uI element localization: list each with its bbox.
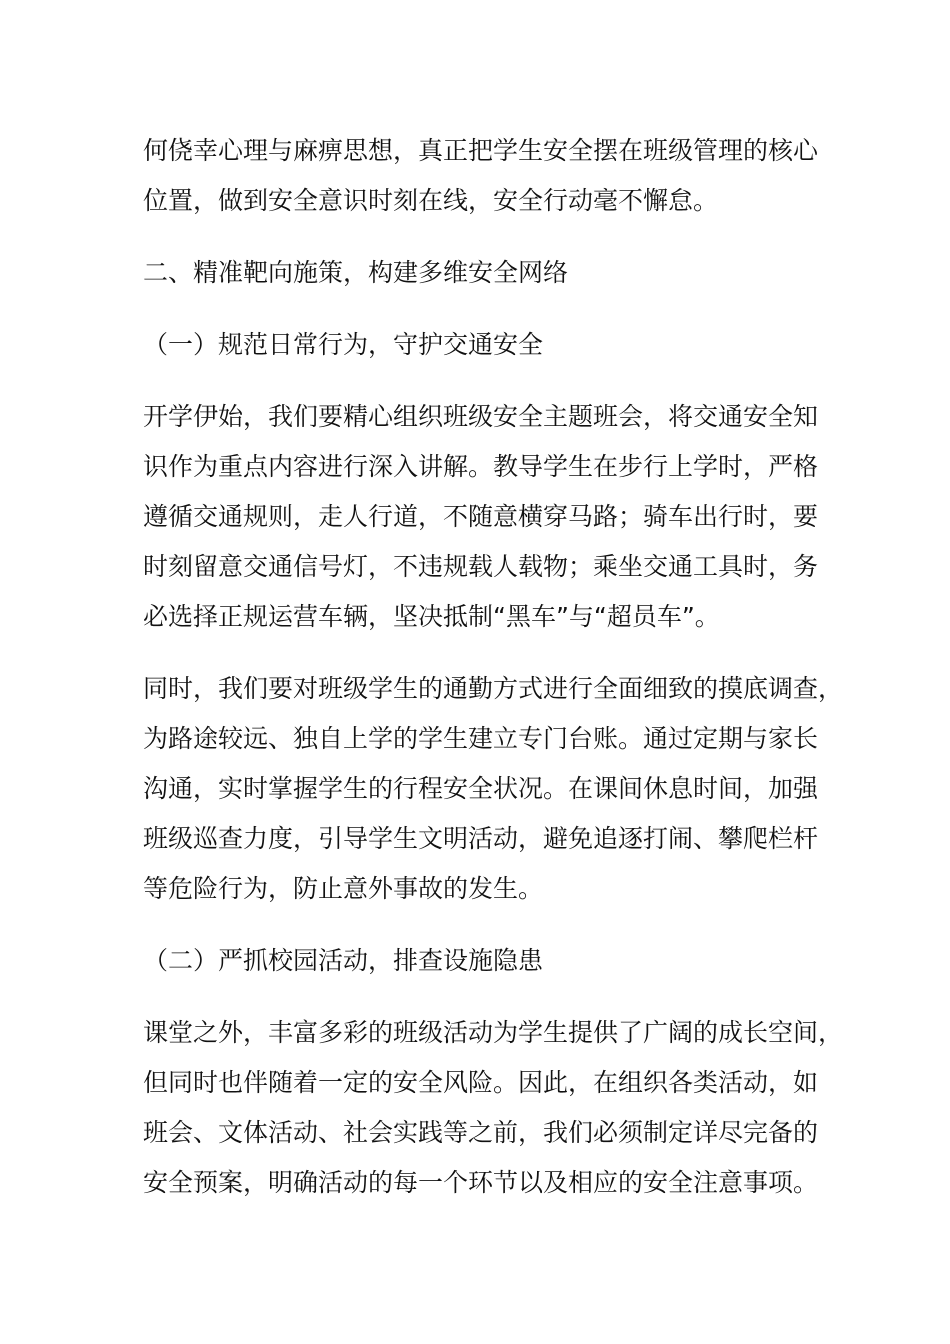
text-line: 时刻留意交通信号灯，不违规载人载物；乘坐交通工具时，务 [143,552,819,581]
text-line: 班级巡查力度，引导学生文明活动，避免追逐打闹、攀爬栏杆 [143,824,819,853]
text-line: 沟通，实时掌握学生的行程安全状况。在课间休息时间，加强 [143,774,819,803]
text-line: 安全预案，明确活动的每一个环节以及相应的安全注意事项。 [143,1168,819,1197]
document-body [143,126,844,1208]
text-line: 为路途较远、独自上学的学生建立专门台账。通过定期与家长 [143,724,819,753]
text-line: 课堂之外，丰富多彩的班级活动为学生提供了广阔的成长空间， [143,1018,844,1047]
text-line: 班会、文体活动、社会实践等之前，我们必须制定详尽完备的 [143,1118,819,1147]
text-line: 等危险行为，防止意外事故的发生。 [143,874,544,903]
text-line: 识作为重点内容进行深入讲解。教导学生在步行上学时，严格 [143,452,819,481]
text-line: 但同时也伴随着一定的安全风险。因此，在组织各类活动，如 [143,1068,819,1097]
text-line: 何侥幸心理与麻痹思想，真正把学生安全摆在班级管理的核心 [143,136,819,165]
heading-text: （二）严抓校园活动，排查设施隐患 [143,946,544,975]
text-line: 位置，做到安全意识时刻在线，安全行动毫不懈怠。 [143,186,719,215]
heading-text: 二、精准靶向施策，构建多维安全网络 [143,258,569,287]
paragraph-campus-activities [143,1008,844,1208]
paragraph-continuation [143,126,819,226]
text-line: 遵循交通规则，走人行道，不随意横穿马路；骑车出行时，要 [143,502,819,531]
section-heading-2 [143,248,813,298]
text-line: 必选择正规运营车辆，坚决抵制“黑车”与“超员车”。 [143,602,720,631]
paragraph-commute-survey [143,664,844,914]
subsection-heading-2 [143,936,813,986]
text-line: 开学伊始，我们要精心组织班级安全主题班会，将交通安全知 [143,402,819,431]
paragraph-traffic-safety [143,392,819,642]
subsection-heading-1 [143,320,813,370]
heading-text: （一）规范日常行为，守护交通安全 [143,330,544,359]
text-line: 同时，我们要对班级学生的通勤方式进行全面细致的摸底调查， [143,674,844,703]
